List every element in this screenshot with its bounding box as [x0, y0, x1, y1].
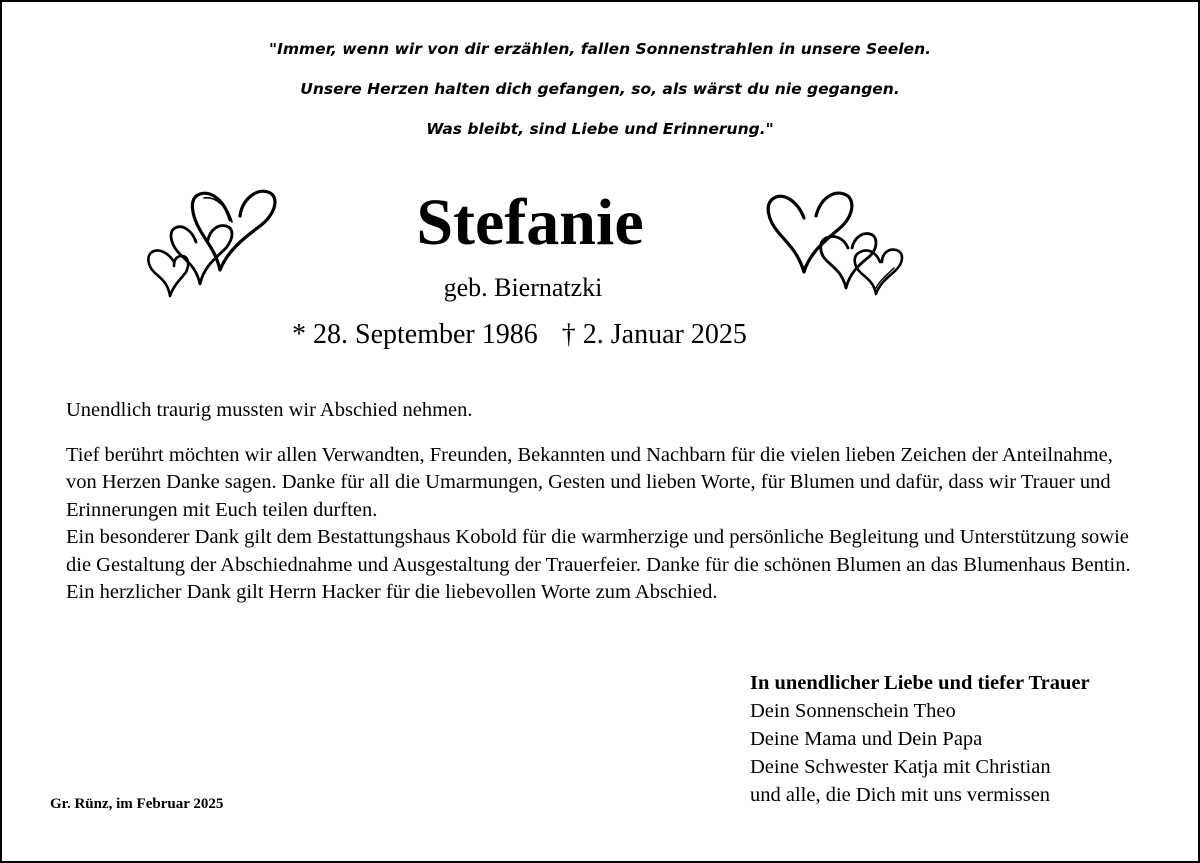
signature-heading: In unendlicher Liebe und tiefer Trauer [750, 672, 1090, 694]
birth-name: geb. Biernatzki [443, 273, 603, 302]
signature-list [750, 697, 1190, 809]
deceased-name: Stefanie [416, 186, 644, 259]
thanks-text [66, 442, 1146, 606]
place-date: Gr. Rünz, im Februar 2025 [50, 796, 224, 812]
signature-line: und alle, die Dich mit uns vermissen [750, 784, 1051, 806]
quote-line-1: "Immer, wenn wir von dir erzählen, fallen Sonnenstrahlen in unsere Seelen. [269, 40, 931, 58]
thanks-paragraph-1: Tief berührt möchten wir allen Verwandten, Freunden, Bekannten und Nachbarn für die vielen lieben Zeichen der Anteilnahme, von Herzen Danke sagen. Danke für all die Umarmungen, Gesten und lieben Worte, für Blumen und dafür, dass wir Trauer und Erinnerungen mit Euch teilen durften. [66, 444, 1113, 521]
birth-date: * 28. September 1986 [292, 319, 538, 350]
signature-line: Dein Sonnenschein Theo [750, 700, 956, 722]
death-date: † 2. Januar 2025 [561, 319, 747, 350]
life-dates [292, 317, 852, 353]
signature-line: Deine Schwester Katja mit Christian [750, 756, 1051, 778]
thanks-paragraph-2: Ein besonderer Dank gilt dem Bestattungshaus Kobold für die warmherzige und persönliche Begleitung und Unterstützung sowie die Gestaltung der Abschiednahme und Ausgestaltung der Trauerfeier. Danke für die schönen Blumen an das Blumenhaus Bentin. Ein herzlicher Dank gilt Herrn Hacker für die liebevollen Worte zum Abschied. [66, 526, 1131, 604]
quote-line-3: Was bleibt, sind Liebe und Erinnerung." [426, 120, 774, 138]
intro-text: Unendlich traurig mussten wir Abschied nehmen. [66, 399, 473, 421]
signature-block [750, 669, 1190, 809]
signature-line: Deine Mama und Dein Papa [750, 728, 983, 750]
quote-line-2: Unsere Herzen halten dich gefangen, so, als wärst du nie gegangen. [300, 80, 900, 98]
